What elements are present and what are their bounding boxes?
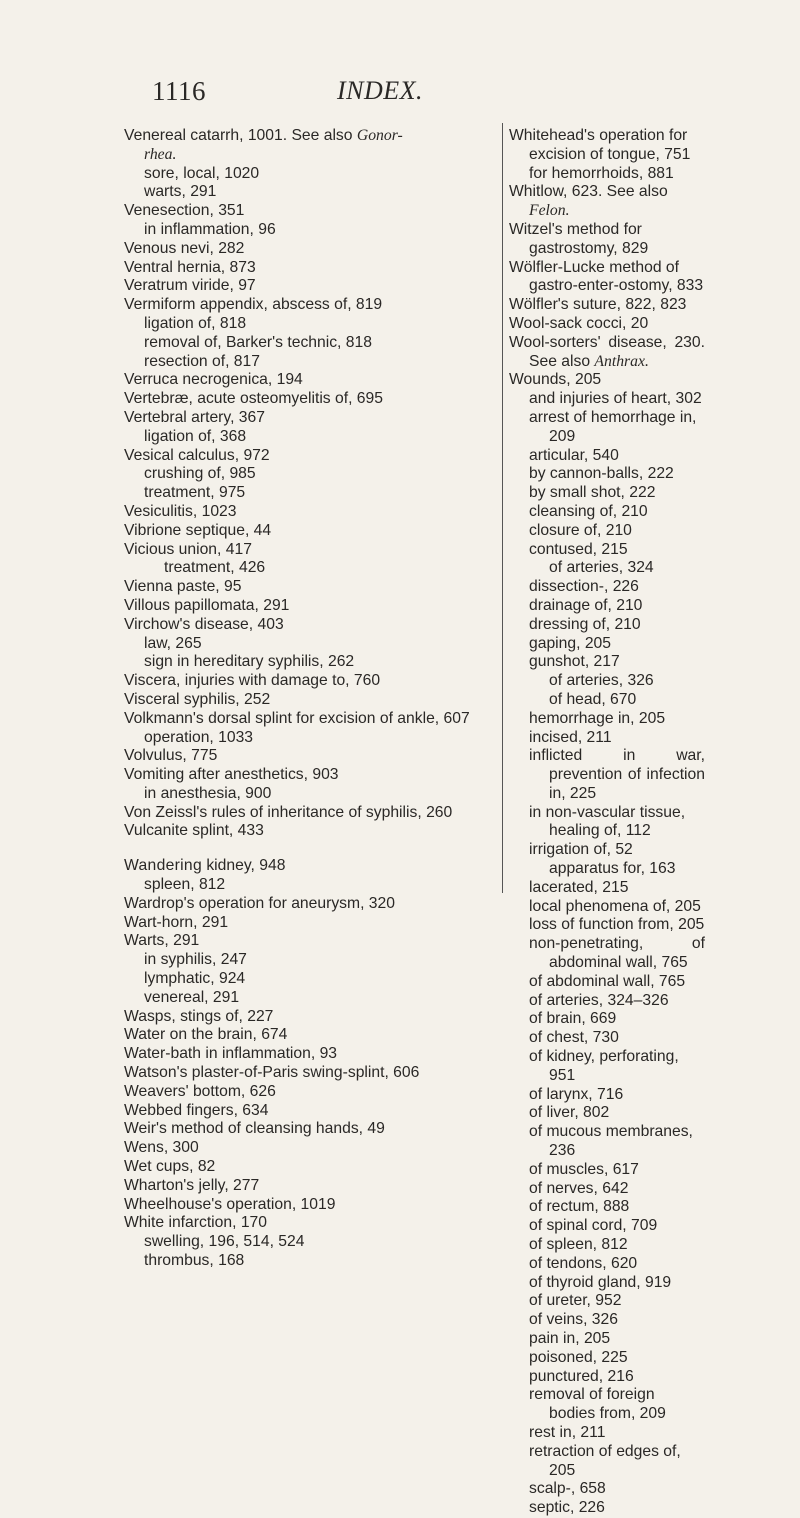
index-entry-text: poisoned, 225 <box>529 1348 628 1366</box>
index-entry <box>509 1029 705 1048</box>
index-entry <box>509 296 705 315</box>
index-entry <box>124 822 498 841</box>
index-entry-text: inflicted in war, prevention of infection in, 225 <box>529 747 705 802</box>
index-entry <box>124 804 498 823</box>
index-entry-text: punctured, 216 <box>529 1367 634 1385</box>
index-entry <box>124 597 498 616</box>
index-entry <box>124 970 498 989</box>
index-entry <box>124 1026 498 1045</box>
index-entry <box>509 1198 705 1217</box>
index-entry <box>124 895 498 914</box>
index-entry <box>509 1386 705 1424</box>
index-entry <box>124 1064 498 1083</box>
index-entry <box>509 465 705 484</box>
index-entry-text: of brain, 669 <box>529 1010 617 1028</box>
index-entry <box>509 541 705 560</box>
index-entry <box>509 503 705 522</box>
index-entry-text: septic, 226 <box>529 1499 605 1517</box>
index-entry-text: treatment, 975 <box>144 484 246 502</box>
index-entry-text: of arteries, 324 <box>549 559 654 577</box>
index-entry-text: Vesical calculus, 972 <box>124 446 270 464</box>
index-entry <box>509 1311 705 1330</box>
index-entry-crossref: Anthrax. <box>594 352 649 370</box>
index-entry <box>124 653 498 672</box>
index-entry <box>124 390 498 409</box>
index-entry-text: of veins, 326 <box>529 1311 618 1329</box>
index-entry-text: arrest of hemorrhage in, 209 <box>529 408 697 445</box>
index-entry-text: local phenomena of, 205 <box>529 897 701 915</box>
index-entry <box>124 672 498 691</box>
index-entry <box>509 183 705 221</box>
index-entry <box>124 1139 498 1158</box>
index-entry <box>509 1368 705 1387</box>
index-entry <box>509 616 705 635</box>
index-entry-crossref: rhea. <box>144 145 177 163</box>
index-entry-text: Verruca necrogenica, 194 <box>124 371 303 389</box>
index-entry-text: of chest, 730 <box>529 1029 619 1047</box>
index-entry <box>124 932 498 951</box>
index-entry-text: of thyroid gland, 919 <box>529 1273 672 1291</box>
index-entry-text: Wasps, stings of, 227 <box>124 1007 274 1025</box>
index-entry-text: retraction of edges of, 205 <box>529 1442 681 1479</box>
index-entry-text: by small shot, 222 <box>529 484 656 502</box>
index-entry-text: Wool-sack cocci, 20 <box>509 314 649 332</box>
index-entry <box>124 1083 498 1102</box>
index-entry-text: crushing of, 985 <box>144 465 256 483</box>
index-entry-text: Vertebræ, acute osteomyelitis of, 695 <box>124 390 383 408</box>
index-entry-text: kidney, 948 <box>201 857 286 875</box>
index-entry-text: Vomiting after anesthetics, 903 <box>124 766 339 784</box>
index-entry-text: Vermiform appendix, abscess of, 819 <box>124 296 383 314</box>
index-entry <box>124 371 498 390</box>
index-entry <box>124 729 498 748</box>
index-entry <box>509 1010 705 1029</box>
index-entry-text: Von Zeissl's rules of inheritance of syphilis, 260 <box>124 803 453 821</box>
index-entry-text: of tendons, 620 <box>529 1254 638 1272</box>
index-entry <box>509 409 705 447</box>
index-entry-text: law, 265 <box>144 634 202 652</box>
index-entry-text: non-penetrating, of abdominal wall, 765 <box>529 935 705 972</box>
index-entry-text: Weavers' bottom, 626 <box>124 1082 276 1100</box>
index-entry <box>509 1274 705 1293</box>
index-entry <box>509 447 705 466</box>
running-head: INDEX. <box>337 76 424 105</box>
index-entry <box>509 1048 705 1086</box>
index-entry <box>124 503 498 522</box>
index-entry-text: sore, local, 1020 <box>144 164 260 182</box>
index-entry <box>509 597 705 616</box>
index-entry <box>509 935 705 973</box>
index-entry-text: Whitehead's operation for excision of tongue, 751 <box>509 127 691 163</box>
index-entry-text: closure of, 210 <box>529 521 632 539</box>
index-entry-text: thrombus, 168 <box>144 1252 245 1270</box>
index-entry <box>124 951 498 970</box>
index-entry-text: Ventral hernia, 873 <box>124 258 256 276</box>
index-entry <box>124 1120 498 1139</box>
index-entry-text: Vulcanite splint, 433 <box>124 822 264 840</box>
index-entry <box>124 747 498 766</box>
index-entry <box>509 916 705 935</box>
index-entry <box>509 165 705 184</box>
index-entry-text: dressing of, 210 <box>529 615 641 633</box>
index-entry-text: and injuries of heart, 302 <box>529 390 702 408</box>
index-entry-text: of kidney, perforating, 951 <box>529 1048 679 1084</box>
index-entry <box>509 1180 705 1199</box>
index-entry-text: Viscera, injuries with damage to, 760 <box>124 672 381 690</box>
index-entry <box>124 240 498 259</box>
index-entry-text: loss of function from, 205 <box>529 916 705 934</box>
index-entry <box>124 857 498 876</box>
index-entry <box>124 1045 498 1064</box>
index-entry <box>124 334 498 353</box>
index-entry-text: of muscles, 617 <box>529 1160 639 1178</box>
index-entry <box>509 635 705 654</box>
index-entry <box>509 710 705 729</box>
index-entry <box>124 691 498 710</box>
index-entry <box>124 989 498 1008</box>
index-entry-text: Wet cups, 82 <box>124 1158 216 1176</box>
index-entry-text: of spinal cord, 709 <box>529 1217 658 1235</box>
index-entry <box>124 165 498 184</box>
index-entry <box>509 1480 705 1499</box>
index-entry <box>509 879 705 898</box>
index-entry-text: rest in, 211 <box>529 1423 606 1441</box>
index-entry <box>124 146 498 165</box>
index-entry-text: of rectum, 888 <box>529 1198 630 1216</box>
index-entry <box>509 747 705 803</box>
index-entry <box>509 371 705 390</box>
index-entry-text: Whitlow, 623. See also <box>509 183 668 201</box>
index-entry-text: of nerves, 642 <box>529 1179 629 1197</box>
index-entry-crossref: Felon. <box>529 202 570 220</box>
index-entry-text: Warts, 291 <box>124 932 200 950</box>
index-entry <box>124 353 498 372</box>
index-entry <box>124 1177 498 1196</box>
index-entry-text: swelling, 196, 514, 524 <box>144 1233 305 1251</box>
index-entry <box>509 484 705 503</box>
index-entry <box>124 616 498 635</box>
index-entry-text: Veratrum viride, 97 <box>124 277 256 295</box>
index-entry <box>124 465 498 484</box>
index-entry-text: ligation of, 818 <box>144 314 247 332</box>
index-entry-text: in anesthesia, 900 <box>144 784 272 802</box>
index-entry-text: of arteries, 324–326 <box>529 991 669 1009</box>
index-entry <box>124 221 498 240</box>
index-entry-text: Watson's plaster-of-Paris swing-splint, 606 <box>124 1064 420 1082</box>
index-entry <box>124 277 498 296</box>
index-entry-text: treatment, 426 <box>164 559 266 577</box>
index-entry <box>124 409 498 428</box>
index-entry <box>124 766 498 785</box>
index-entry-text: ligation of, 368 <box>144 427 247 445</box>
index-entry-text: Witzel's method for gastrostomy, 829 <box>509 220 649 257</box>
index-entry <box>509 729 705 748</box>
index-entry-text: spleen, 812 <box>144 876 226 894</box>
index-entry-text: removal of, Barker's technic, 818 <box>144 333 372 351</box>
index-entry-text: articular, 540 <box>529 446 619 464</box>
index-entry <box>509 1292 705 1311</box>
index-entry-text: incised, 211 <box>529 728 612 746</box>
index-entry <box>509 691 705 710</box>
index-entry-text: sign in hereditary syphilis, 262 <box>144 653 355 671</box>
index-entry <box>124 183 498 202</box>
index-entry-text: of ureter, 952 <box>529 1292 622 1310</box>
index-entry <box>509 127 705 165</box>
index-entry-text: pain in, 205 <box>529 1330 611 1347</box>
index-entry <box>124 876 498 895</box>
index-entry-text: Villous papillomata, 291 <box>124 596 290 614</box>
index-entry-text: drainage of, 210 <box>529 596 643 614</box>
index-entry-text: Wool-sorters' disease, 230. See also <box>509 333 705 370</box>
index-entry-text: of liver, 802 <box>529 1104 610 1122</box>
index-entry <box>509 841 705 860</box>
index-entry-text: hemorrhage in, 205 <box>529 709 666 727</box>
index-entry-text: Volkmann's dorsal splint for excision of ankle, 607 <box>124 709 470 727</box>
index-entry-text: of abdominal wall, 765 <box>529 972 686 990</box>
index-entry <box>509 860 705 879</box>
index-entry-text: of head, 670 <box>549 690 637 708</box>
index-entry <box>124 710 498 729</box>
index-entry <box>509 522 705 541</box>
index-entry-text: Venesection, 351 <box>124 202 245 220</box>
index-entry <box>509 1443 705 1481</box>
index-entry-text: Wart-horn, 291 <box>124 913 229 931</box>
index-entry <box>124 1196 498 1215</box>
index-entry-text: Vertebral artery, 367 <box>124 408 265 426</box>
index-column-right <box>509 127 705 1518</box>
index-entry <box>509 578 705 597</box>
index-entry <box>124 259 498 278</box>
index-entry-text: irrigation of, 52 <box>529 841 633 859</box>
index-entry-text: resection of, 817 <box>144 352 260 370</box>
index-entry-text: in inflammation, 96 <box>144 220 276 238</box>
index-entry <box>509 973 705 992</box>
index-column-left <box>124 127 498 1271</box>
index-entry-text: Wandering <box>124 857 202 875</box>
index-entry-text: Wens, 300 <box>124 1139 199 1157</box>
index-entry-text: Water-bath in inflammation, 93 <box>124 1045 338 1063</box>
index-entry <box>509 1255 705 1274</box>
index-entry-text: Wardrop's operation for aneurysm, 320 <box>124 894 395 912</box>
index-entry-text: for hemorrhoids, 881 <box>529 164 674 182</box>
index-entry <box>509 1330 705 1349</box>
index-entry <box>124 1008 498 1027</box>
index-entry-text: warts, 291 <box>144 183 217 201</box>
index-entry <box>509 1104 705 1123</box>
index-entry-text: Vicious union, 417 <box>124 540 252 558</box>
index-entry <box>509 1236 705 1255</box>
index-entry <box>509 804 705 842</box>
index-entry-text: Vibrione septique, 44 <box>124 521 272 539</box>
index-entry-text: gaping, 205 <box>529 634 611 652</box>
index-entry-text: lymphatic, 924 <box>144 970 246 988</box>
index-entry <box>509 221 705 259</box>
index-entry <box>124 1252 498 1271</box>
index-entry <box>509 992 705 1011</box>
index-entry <box>124 785 498 804</box>
index-entry <box>509 315 705 334</box>
index-entry <box>509 1499 705 1518</box>
index-entry-text: Volvulus, 775 <box>124 747 218 765</box>
index-entry <box>124 428 498 447</box>
index-entry <box>509 1424 705 1443</box>
index-entry <box>509 672 705 691</box>
index-entry <box>124 541 498 560</box>
index-entry <box>509 334 705 372</box>
index-entry-text: by cannon-balls, 222 <box>529 465 674 483</box>
page-number: 1116 <box>152 76 206 106</box>
index-entry <box>124 578 498 597</box>
index-entry-text: lacerated, 215 <box>529 878 629 896</box>
index-entry-text: venereal, 291 <box>144 988 240 1006</box>
index-entry <box>509 1086 705 1105</box>
index-entry-text: Wharton's jelly, 277 <box>124 1176 260 1194</box>
index-entry <box>509 653 705 672</box>
index-entry-text: Water on the brain, 674 <box>124 1026 288 1044</box>
index-entry <box>124 484 498 503</box>
index-entry-text: Weir's method of cleansing hands, 49 <box>124 1120 385 1138</box>
index-entry <box>124 127 498 146</box>
index-entry <box>509 1217 705 1236</box>
index-entry <box>509 898 705 917</box>
index-entry-text: of spleen, 812 <box>529 1236 628 1254</box>
index-entry-text: Wheelhouse's operation, 1019 <box>124 1195 336 1213</box>
index-entry-text: Virchow's disease, 403 <box>124 615 284 633</box>
index-entry-text: in non-vascular tissue, healing of, 112 <box>529 803 686 840</box>
index-entry-text: cleansing of, 210 <box>529 502 648 520</box>
index-entry <box>124 559 498 578</box>
index-entry-text: Webbed fingers, 634 <box>124 1101 269 1119</box>
index-entry-text: removal of foreign bodies from, 209 <box>529 1386 666 1423</box>
index-entry <box>124 315 498 334</box>
index-entry-text: Venereal catarrh, 1001. See also <box>124 127 357 144</box>
index-entry-text: of larynx, 716 <box>529 1085 624 1103</box>
index-entry <box>509 259 705 297</box>
index-entry <box>124 202 498 221</box>
page-header <box>0 76 800 116</box>
index-entry-text: of arteries, 326 <box>549 672 654 690</box>
index-entry <box>124 447 498 466</box>
index-entry-text: Visceral syphilis, 252 <box>124 690 271 708</box>
index-entry <box>124 914 498 933</box>
index-entry <box>509 559 705 578</box>
index-entry-text: Vienna paste, 95 <box>124 578 242 596</box>
index-entry <box>124 522 498 541</box>
index-entry <box>124 1233 498 1252</box>
index-entry-text: Wölfler-Lucke method of gastro-enter-ostomy, 833 <box>509 258 704 295</box>
index-entry-crossref: Gonor- <box>356 127 403 144</box>
index-entry-text: of mucous membranes, 236 <box>529 1123 693 1160</box>
index-entry-text: Vesiculitis, 1023 <box>124 502 237 520</box>
index-entry <box>124 1214 498 1233</box>
index-entry <box>124 635 498 654</box>
index-entry <box>509 390 705 409</box>
index-entry-text: White infarction, 170 <box>124 1214 268 1232</box>
index-entry <box>509 1123 705 1161</box>
index-entry-text: gunshot, 217 <box>529 653 620 671</box>
index-entry <box>509 1161 705 1180</box>
column-divider <box>502 123 503 893</box>
index-entry-text: apparatus for, 163 <box>549 860 676 878</box>
index-entry-text: operation, 1033 <box>144 728 254 746</box>
index-entry <box>124 1158 498 1177</box>
index-entry <box>124 1102 498 1121</box>
index-entry-text: Venous nevi, 282 <box>124 239 245 257</box>
index-entry-text: in syphilis, 247 <box>144 951 247 969</box>
index-entry <box>124 296 498 315</box>
index-entry-text: Wounds, 205 <box>509 371 602 389</box>
index-entry-text: scalp-, 658 <box>529 1480 606 1498</box>
index-entry-text: contused, 215 <box>529 540 628 558</box>
index-entry-text: dissection-, 226 <box>529 578 639 596</box>
index-entry-text: Wölfler's suture, 822, 823 <box>509 296 687 314</box>
